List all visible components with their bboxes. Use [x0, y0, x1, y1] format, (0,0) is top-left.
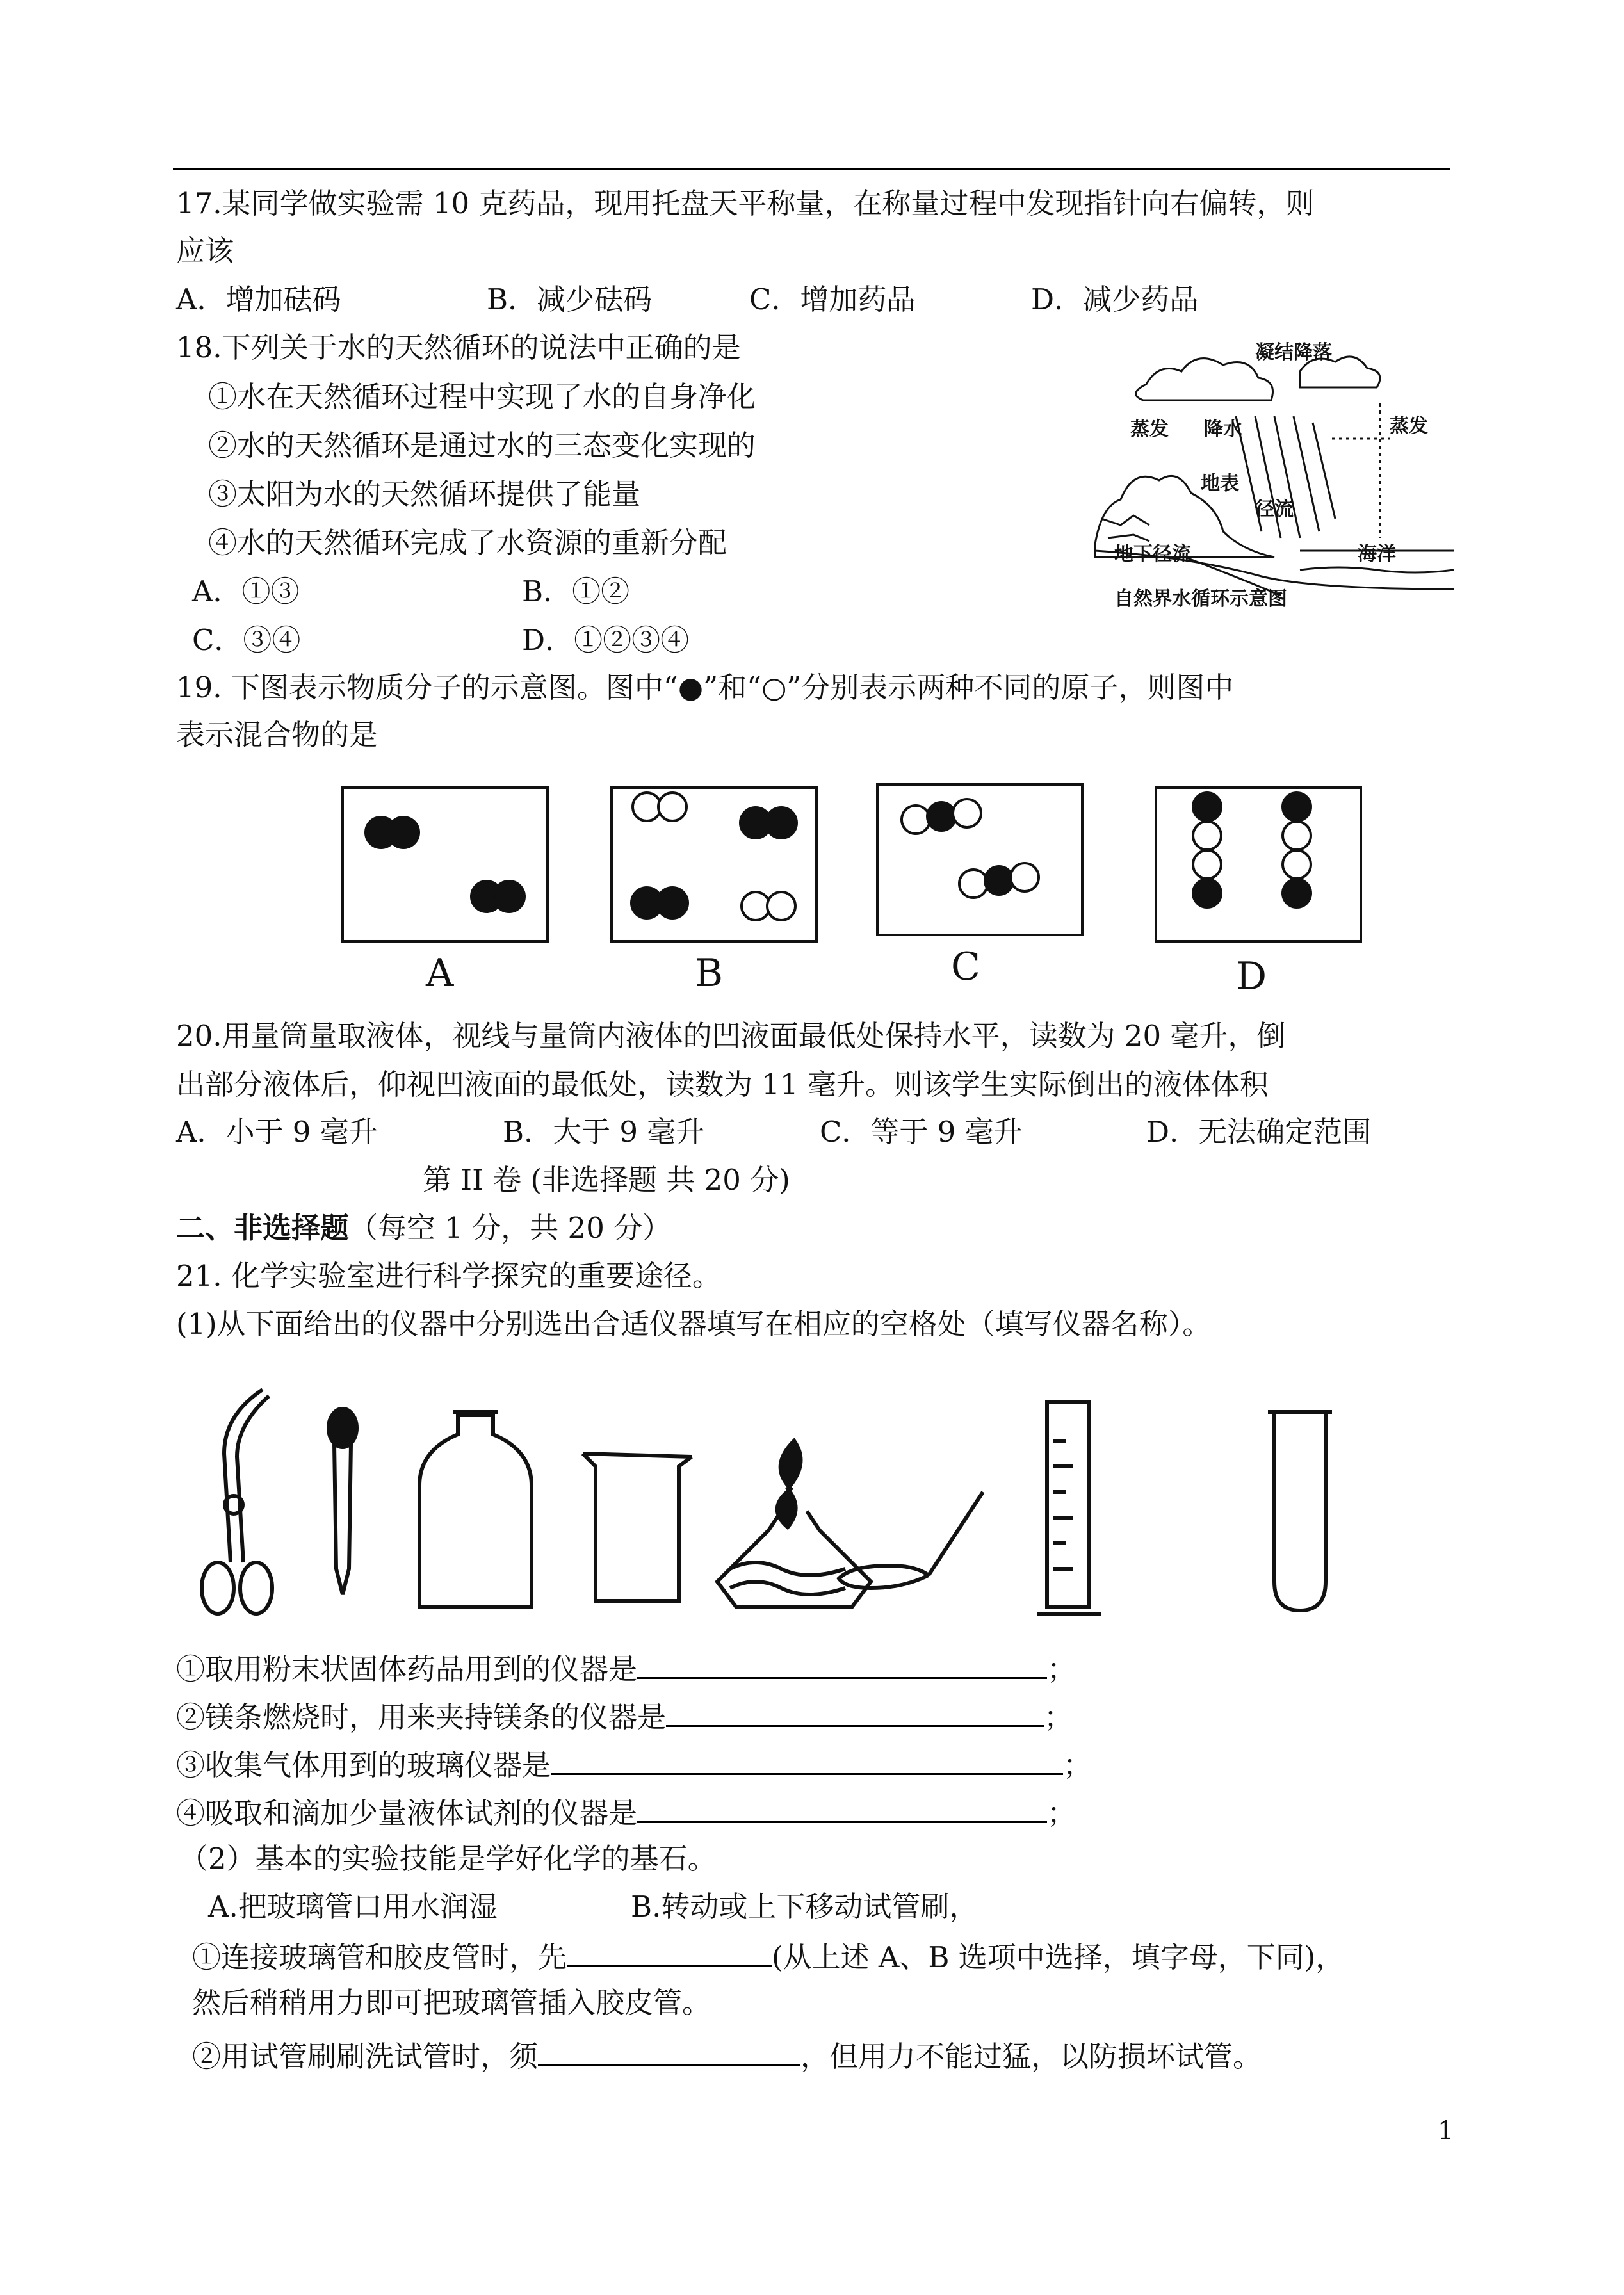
q17-option-a: A．增加砝码 — [176, 282, 341, 316]
q20-line2: 出部分液体后，仰视凹液面的最低处，读数为 11 毫升。则该学生实际倒出的液体体积 — [176, 1067, 1269, 1101]
q17-option-c: C．增加药品 — [749, 282, 916, 316]
blank-prompt-2: ②镁条燃烧时，用来夹持镁条的仪器是 — [176, 1700, 667, 1734]
item1-pre: ①连接玻璃管和胶皮管时，先 — [192, 1940, 567, 1974]
q19-line2: 表示混合物的是 — [176, 718, 378, 752]
item2-post: ，但用力不能过猛，以防损坏试管。 — [800, 2040, 1262, 2073]
label-runoff: 径流 — [1255, 498, 1294, 521]
label-evap-left: 蒸发 — [1130, 418, 1169, 441]
q17-line2: 应该 — [176, 234, 234, 268]
box-d — [1156, 788, 1361, 941]
q20-line1: 20.用量筒量取液体，视线与量筒内液体的凹液面最低处保持水平，读数为 20 毫升，倒 — [176, 1019, 1286, 1053]
alcohol-lamp-icon — [717, 1441, 871, 1607]
q18-option-b: B．①② — [522, 574, 630, 608]
q18-option-d: D．①②③④ — [522, 623, 690, 657]
q20-option-d: D．无法确定范围 — [1146, 1115, 1372, 1149]
q18-statement-3: ③太阳为水的天然循环提供了能量 — [208, 477, 641, 511]
item2-row — [192, 2036, 1262, 2075]
section-title: 二、非选择题 — [176, 1211, 350, 1245]
blank-row-3 — [176, 1745, 1092, 1783]
box-label-c: C — [951, 945, 980, 989]
section-heading — [176, 1210, 671, 1246]
beaker-icon — [583, 1454, 692, 1601]
label-condense: 凝结降落 — [1255, 341, 1332, 364]
blank-prompt-1: ①取用粉末状固体药品用到的仪器是 — [176, 1652, 638, 1686]
blank-row-4 — [176, 1793, 1076, 1831]
item1-line2: 然后稍稍用力即可把玻璃管插入胶皮管。 — [192, 1986, 711, 2020]
dropper-icon — [329, 1409, 357, 1594]
water-cycle-figure — [1089, 327, 1460, 628]
blank-end-4: ； — [1047, 1796, 1076, 1830]
part2-title: 第 II 卷 (非选择题 共 20 分) — [423, 1163, 790, 1197]
q18-option-c: C．③④ — [192, 623, 301, 657]
q21-sub2: （2）基本的实验技能是学好化学的基石。 — [179, 1842, 717, 1876]
choice-a: A.把玻璃管口用水润湿 — [208, 1890, 498, 1924]
page-number: 1 — [1438, 2116, 1454, 2146]
section-note: （每空 1 分，共 20 分） — [349, 1211, 672, 1245]
blank-end-3: ； — [1063, 1748, 1092, 1782]
answer-blank-3[interactable] — [551, 1745, 1063, 1775]
blank-row-2 — [176, 1697, 1073, 1735]
box-label-d: D — [1236, 954, 1267, 999]
blank-row-1 — [176, 1649, 1076, 1687]
test-tube-icon — [1268, 1412, 1332, 1610]
answer-blank-4[interactable] — [637, 1793, 1047, 1823]
molecule-diagram — [333, 775, 1422, 1005]
q21-stem: 21. 化学实验室进行科学探究的重要途径。 — [176, 1259, 721, 1293]
label-evap-right: 蒸发 — [1390, 415, 1428, 437]
item2-blank[interactable] — [538, 2036, 800, 2066]
q20-option-b: B．大于 9 毫升 — [503, 1115, 705, 1149]
graduated-cylinder-icon — [1037, 1402, 1101, 1614]
q18-statement-1: ①水在天然循环过程中实现了水的自身净化 — [208, 380, 756, 414]
answer-blank-1[interactable] — [637, 1649, 1047, 1679]
label-underground: 地下径流 — [1114, 543, 1191, 565]
q19-line1: 19. 下图表示物质分子的示意图。图中“●”和“○”分别表示两种不同的原子，则图中 — [176, 670, 1234, 704]
q18-option-a: A．①③ — [192, 574, 300, 608]
q20-option-a: A．小于 9 毫升 — [176, 1115, 378, 1149]
answer-blank-2[interactable] — [666, 1697, 1044, 1727]
q20-option-c: C．等于 9 毫升 — [820, 1115, 1023, 1149]
item1-post: (从上述 A、B 选项中选择，填字母，下同)， — [772, 1940, 1345, 1974]
crucible-tongs-icon — [202, 1390, 272, 1614]
q17-line1: 17.某同学做实验需 10 克药品，现用托盘天平称量，在称量过程中发现指针向右偏转，则 — [176, 186, 1315, 220]
q18-statement-4: ④水的天然循环完成了水资源的重新分配 — [208, 526, 727, 560]
box-label-a: A — [426, 951, 454, 996]
item2-pre: ②用试管刷刷洗试管时，须 — [192, 2040, 539, 2073]
blank-prompt-4: ④吸取和滴加少量液体试剂的仪器是 — [176, 1796, 638, 1830]
blank-prompt-3: ③收集气体用到的玻璃仪器是 — [176, 1748, 551, 1782]
q21-sub1: (1)从下面给出的仪器中分别选出合适仪器填写在相应的空格处（填写仪器名称）。 — [176, 1307, 1212, 1341]
blank-end-2: ； — [1044, 1700, 1073, 1734]
label-surface: 地表 — [1201, 473, 1239, 495]
box-label-b: B — [695, 951, 724, 996]
choice-b: B.转动或上下移动试管刷， — [631, 1890, 978, 1924]
item1-row — [192, 1937, 1344, 1975]
header-rule — [173, 168, 1450, 170]
label-rain: 降水 — [1204, 418, 1242, 441]
q18-statement-2: ②水的天然循环是通过水的三态变化实现的 — [208, 428, 756, 462]
q18-stem: 18.下列关于水的天然循环的说法中正确的是 — [176, 330, 741, 364]
q17-option-b: B．减少砝码 — [487, 282, 653, 316]
box-a — [343, 788, 548, 941]
label-ocean: 海洋 — [1358, 543, 1396, 565]
q17-option-d: D．减少药品 — [1031, 282, 1199, 316]
instruments-figure — [186, 1377, 1364, 1633]
gas-bottle-icon — [419, 1412, 532, 1607]
item1-blank[interactable] — [567, 1937, 772, 1967]
blank-end-1: ； — [1047, 1652, 1076, 1686]
water-cycle-caption: 自然界水循环示意图 — [1114, 588, 1287, 610]
